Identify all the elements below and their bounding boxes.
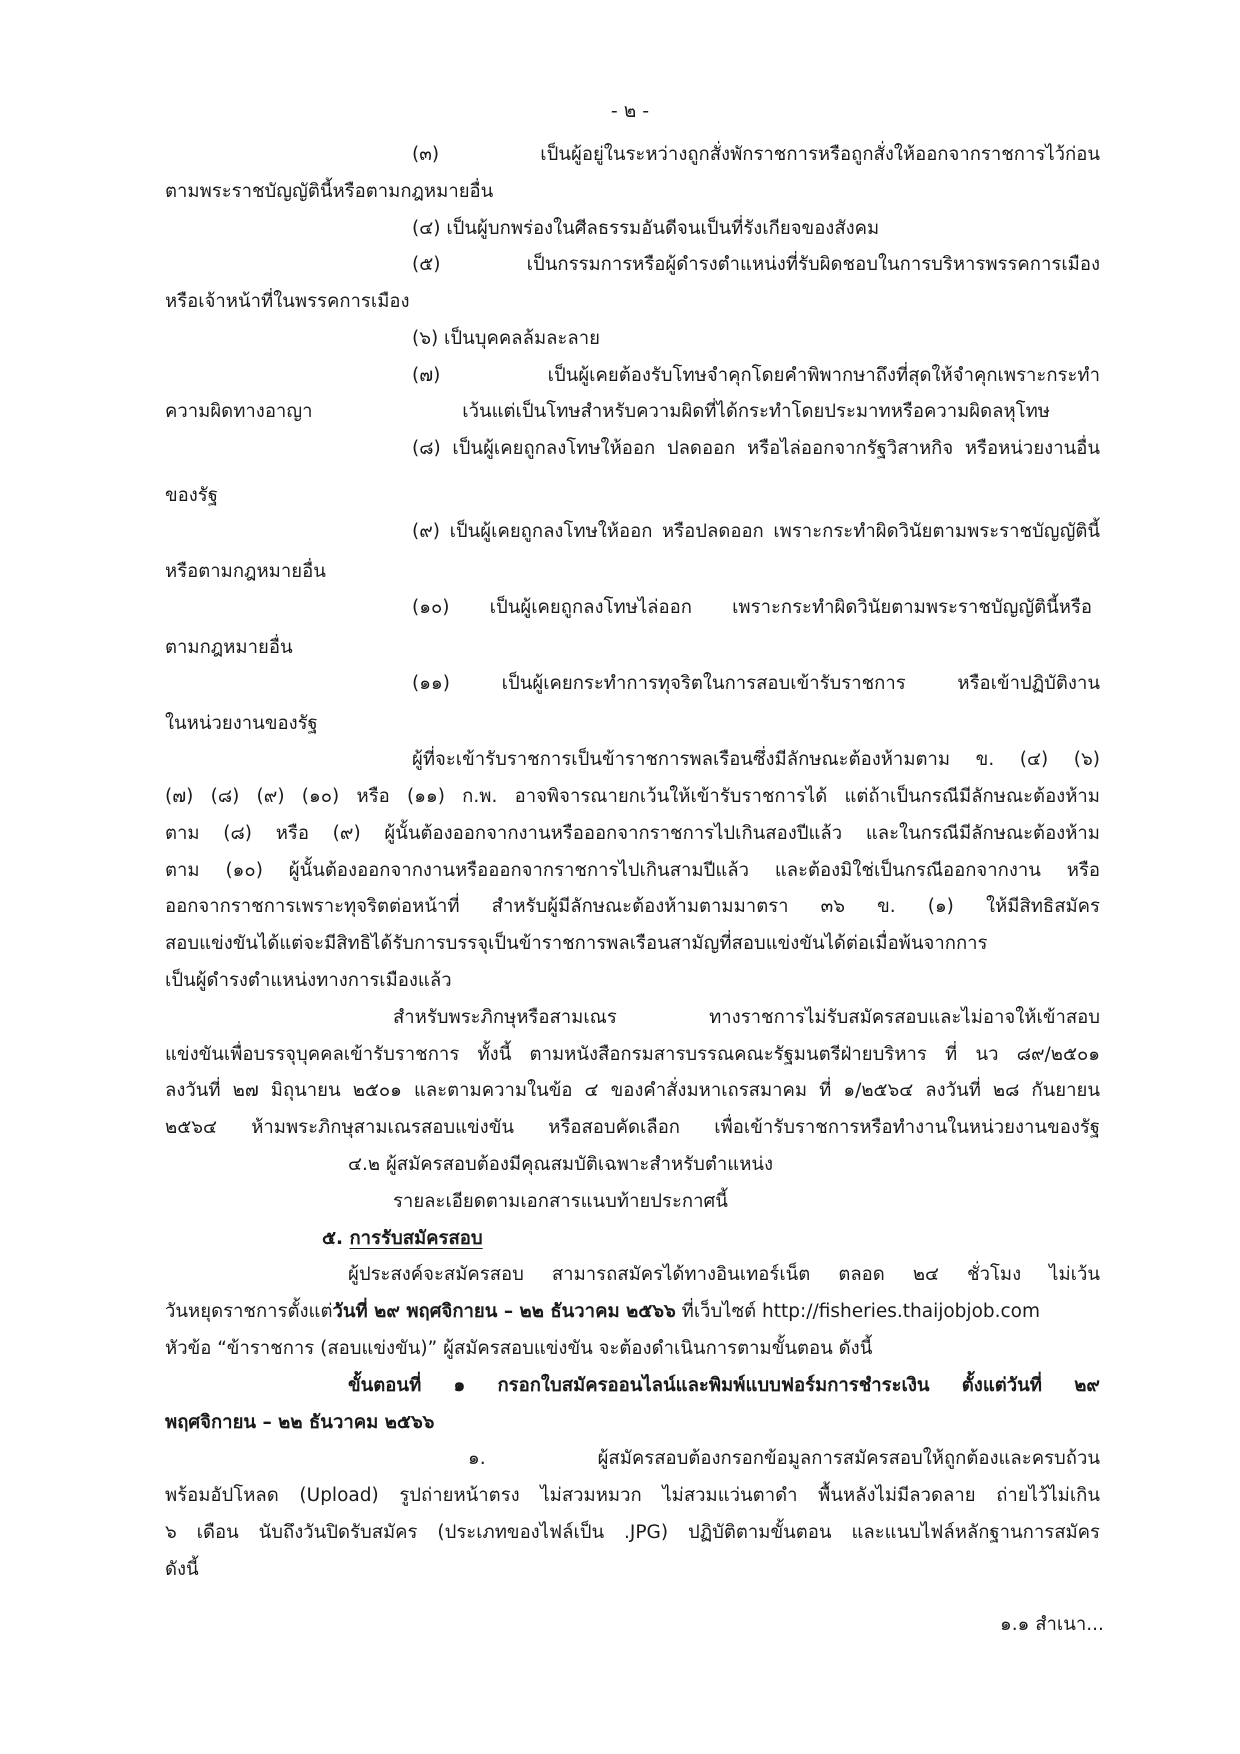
clause-10-line-1: (๑๐) เป็นผู้เคยถูกลงโทษไล่ออก เพราะกระทำผิดวินัยตามพระราชบัญญัตินี้หรือ (412, 597, 1092, 618)
clause-8-line-1: (๘) เป็นผู้เคยถูกลงโทษให้ออก ปลดออก หรือไล่ออกจากรัฐวิสาหกิจ หรือหน่วยงานอื่น (412, 438, 1100, 459)
item-4-2-detail: รายละเอียดตามเอกสารแนบท้ายประกาศนี้ (393, 1191, 728, 1212)
section-5-title: การรับสมัครสอบ (349, 1228, 483, 1249)
step-1-heading-line-1: ขั้นตอนที่ ๑ กรอกใบสมัครออนไลน์และพิมพ์แบบฟอร์มการชำระเงิน ตั้งแต่วันที่ ๒๙ (348, 1375, 1100, 1396)
clause-5-line-2: หรือเจ้าหน้าที่ในพรรคการเมือง (165, 291, 410, 312)
clause-10-line-2: ตามกฎหมายอื่น (165, 637, 293, 658)
monk-para-line-3: ลงวันที่ ๒๗ มิถุนายน ๒๕๐๑ และตามความในข้อ ๔ ของคำสั่งมหาเถรสมาคม ที่ ๑/๒๕๖๔ ลงวันที่ ๒๘ กันยายน (165, 1080, 1100, 1101)
application-para-line-1: ผู้ประสงค์จะสมัครสอบ สามารถสมัครได้ทางอินเทอร์เน็ต ตลอด ๒๔ ชั่วโมง ไม่เว้น (348, 1264, 1100, 1285)
continuation-marker: ๑.๑ สำเนา... (1000, 1614, 1104, 1635)
application-para-line-3: หัวข้อ “ข้าราชการ (สอบแข่งขัน)” ผู้สมัครสอบแข่งขัน จะต้องดำเนินการตามขั้นตอน ดังนี้ (165, 1338, 873, 1359)
exemption-para-line-7: เป็นผู้ดำรงตำแหน่งทางการเมืองแล้ว (165, 970, 452, 991)
application-date-prefix: วันหยุดราชการตั้งแต่ (165, 1301, 333, 1322)
clause-3-line-2: ตามพระราชบัญญัตินี้หรือตามกฎหมายอื่น (165, 181, 494, 202)
application-date-range: วันที่ ๒๙ พฤศจิกายน – ๒๒ ธันวาคม ๒๕๖๖ (332, 1301, 676, 1322)
step-1-item-1-line-4: ดังนี้ (165, 1559, 199, 1580)
exemption-para-line-6: สอบแข่งขันได้แต่จะมีสิทธิได้รับการบรรจุเป็นข้าราชการพลเรือนสามัญที่สอบแข่งขันได้ต่อเมื่อพ้นจากการ (165, 933, 988, 954)
exemption-para-line-3: ตาม (๘) หรือ (๙) ผู้นั้นต้องออกจากงานหรือออกจากราชการไปเกินสองปีแล้ว และในกรณีมีลักษณะต้องห้าม (165, 823, 1100, 844)
clause-7-line-1: (๗) เป็นผู้เคยต้องรับโทษจำคุกโดยคำพิพากษาถึงที่สุดให้จำคุกเพราะกระทำ (412, 365, 1100, 386)
exemption-para-line-5: ออกจากราชการเพราะทุจริตต่อหน้าที่ สำหรับผู้มีลักษณะต้องห้ามตามมาตรา ๓๖ ข. (๑) ให้มีสิทธิสมัคร (165, 896, 1100, 917)
monk-para-line-2: แข่งขันเพื่อบรรจุบุคคลเข้ารับราชการ ทั้งนี้ ตามหนังสือกรมสารบรรณคณะรัฐมนตรีฝ่ายบริหาร ที่ นว ๘๙/๒๕๐๑ (165, 1044, 1100, 1065)
item-4-2-heading: ๔.๒ ผู้สมัครสอบต้องมีคุณสมบัติเฉพาะสำหรับตำแหน่ง (348, 1154, 774, 1175)
exemption-para-line-1: ผู้ที่จะเข้ารับราชการเป็นข้าราชการพลเรือนซึ่งมีลักษณะต้องห้ามตาม ข. (๔) (๖) (412, 749, 1100, 770)
section-5-number: ๕. (322, 1228, 344, 1249)
clause-7-line-2: ความผิดทางอาญา เว้นแต่เป็นโทษสำหรับความผิดที่ได้กระทำโดยประมาทหรือความผิดลหุโทษ (165, 401, 1050, 422)
clause-9-line-2: หรือตามกฎหมายอื่น (165, 561, 326, 582)
exemption-para-line-4: ตาม (๑๐) ผู้นั้นต้องออกจากงานหรือออกจากราชการไปเกินสามปีแล้ว และต้องมิใช่เป็นกรณีออกจากงาน หรือ (165, 860, 1100, 881)
section-5-heading (322, 1224, 483, 1254)
clause-9-line-1: (๙) เป็นผู้เคยถูกลงโทษให้ออก หรือปลดออก เพราะกระทำผิดวินัยตามพระราชบัญญัตินี้ (412, 521, 1100, 542)
monk-para-line-4: ๒๕๖๔ ห้ามพระภิกษุสามเณรสอบแข่งขัน หรือสอบคัดเลือก เพื่อเข้ารับราชการหรือทำงานในหน่วยงานของรัฐ (165, 1117, 1100, 1138)
clause-4: (๔) เป็นผู้บกพร่องในศีลธรรมอันดีจนเป็นที่รังเกียจของสังคม (412, 218, 880, 239)
clause-6: (๖) เป็นบุคคลล้มละลาย (412, 328, 600, 349)
step-1-heading-line-2: พฤศจิกายน – ๒๒ ธันวาคม ๒๕๖๖ (165, 1412, 435, 1433)
step-1-item-1-line-3: ๖ เดือน นับถึงวันปิดรับสมัคร (ประเภทของไฟล์เป็น .JPG) ปฏิบัติตามขั้นตอน และแนบไฟล์หลักฐานการสมัคร (165, 1522, 1100, 1543)
clause-8-line-2: ของรัฐ (165, 485, 218, 506)
exemption-para-line-2: (๗) (๘) (๙) (๑๐) หรือ (๑๑) ก.พ. อาจพิจารณายกเว้นให้เข้ารับราชการได้ แต่ถ้าเป็นกรณีมีลักษณะต้องห้าม (165, 786, 1100, 807)
clause-11-line-2: ในหน่วยงานของรัฐ (165, 713, 318, 734)
clause-3-line-1: (๓) เป็นผู้อยู่ในระหว่างถูกสั่งพักราชการหรือถูกสั่งให้ออกจากราชการไว้ก่อน (412, 144, 1100, 165)
clause-11-line-1: (๑๑) เป็นผู้เคยกระทำการทุจริตในการสอบเข้ารับราชการ หรือเข้าปฏิบัติงาน (412, 673, 1100, 694)
step-1-item-1-line-2: พร้อมอัปโหลด (Upload) รูปถ่ายหน้าตรง ไม่สวมหมวก ไม่สวมแว่นตาดำ พื้นหลังไม่มีลวดลาย ถ่ายไว้ไม่เกิน (165, 1485, 1100, 1506)
application-para-line-2 (165, 1297, 1040, 1327)
page-number: - ๒ - (610, 100, 650, 122)
application-website: ที่เว็บไซต์ http://fisheries.thaijobjob.com (675, 1301, 1041, 1322)
step-1-item-1-line-1: ๑. ผู้สมัครสอบต้องกรอกข้อมูลการสมัครสอบให้ถูกต้องและครบถ้วน (468, 1448, 1100, 1469)
monk-para-line-1: สำหรับพระภิกษุหรือสามเณร ทางราชการไม่รับสมัครสอบและไม่อาจให้เข้าสอบ (393, 1007, 1100, 1028)
clause-5-line-1: (๕) เป็นกรรมการหรือผู้ดำรงตำแหน่งที่รับผิดชอบในการบริหารพรรคการเมือง (412, 254, 1100, 275)
